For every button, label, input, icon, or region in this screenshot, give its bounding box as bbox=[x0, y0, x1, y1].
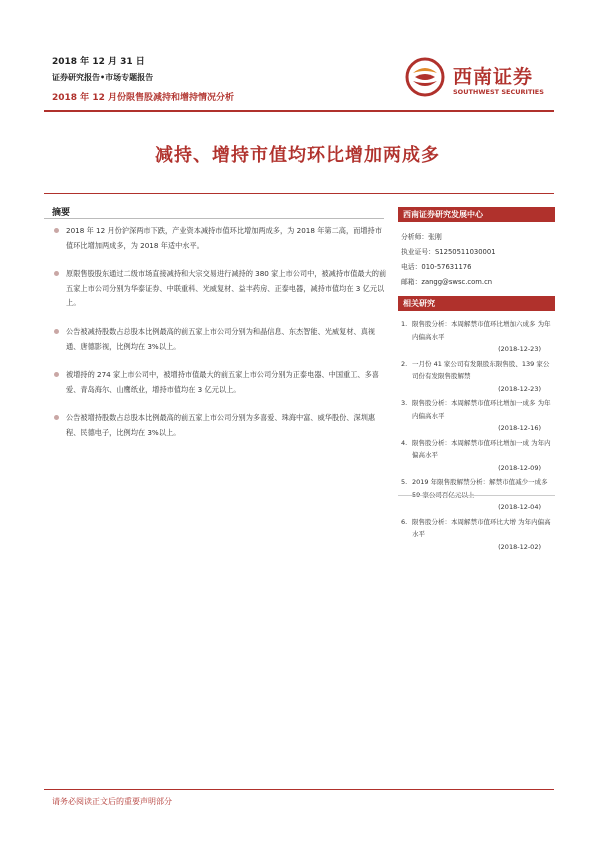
analyst-email[interactable]: 邮箱：zangg@swsc.com.cn bbox=[401, 278, 493, 286]
analyst-panel bbox=[398, 207, 555, 290]
summary-item: 原限售股股东通过二级市场直接减持和大宗交易进行减持的 380 家上市公司中，被减持市值最大的前五家上市公司分别为华泰证券、中联重科、光威复材、益丰药房、正泰电器，减持市值均在 3 亿元以上。 bbox=[52, 267, 387, 311]
bullet-dot-icon bbox=[54, 271, 59, 276]
related-item[interactable]: 1. 限售股分析：本周解禁市值环比增加六成多 为年内偏高水平 (2018-12-23) bbox=[401, 320, 551, 353]
related-item[interactable]: 3. 限售股分析：本周解禁市值环比增加一成多 为年内偏高水平 (2018-12-16) bbox=[401, 399, 551, 432]
bullet-dot-icon bbox=[54, 372, 59, 377]
summary-item: 被增持的 274 家上市公司中，被增持市值最大的前五家上市公司分别为正泰电器、中国重工、多喜爱、青岛海尔、山鹰纸业，增持市值均在 3 亿元以上。 bbox=[52, 368, 387, 397]
analyst-phone: 电话：010-57631176 bbox=[401, 263, 472, 271]
summary-item: 公告被增持股数占总股本比例最高的前五家上市公司分别为多喜爱、珠海中富、威华股份、深圳惠程、民德电子，比例均在 3%以上。 bbox=[52, 411, 387, 440]
sidebar-divider bbox=[398, 495, 555, 496]
analyst-info bbox=[401, 230, 555, 290]
bullet-dot-icon bbox=[54, 329, 59, 334]
dept-heading: 西南证券研究发展中心 bbox=[398, 207, 555, 222]
related-heading: 相关研究 bbox=[398, 296, 555, 311]
report-subtitle: 2018 年 12 月份限售股减持和增持情况分析 bbox=[52, 93, 234, 103]
bullet-dot-icon bbox=[54, 415, 59, 420]
header-divider bbox=[44, 110, 554, 112]
related-item[interactable]: 2. 一月份 41 家公司有发限股东限售股、139 家公司份有发限售股解禁 (2018-12-23) bbox=[401, 359, 550, 393]
summary-item: 公告被减持股数占总股本比例最高的前五家上市公司分别为和晶信息、东杰智能、光威复材、真视通、唐德影视，比例均在 3%以上。 bbox=[52, 325, 387, 354]
page-title: 减持、增持市值均环比增加两成多 bbox=[155, 145, 440, 166]
summary-item: 2018 年 12 月份沪深两市下跌，产业资本减持市值环比增加两成多，为 2018 年第二高，而增持市值环比增加两成多，为 2018 年适中水平。 bbox=[52, 224, 387, 253]
bullet-dot-icon bbox=[54, 228, 59, 233]
summary-divider bbox=[44, 218, 384, 219]
brand-emblem-icon bbox=[405, 57, 445, 97]
analyst-name: 分析师：张刚 bbox=[401, 233, 442, 241]
brand-name-cn: 西南证券 bbox=[453, 66, 534, 88]
related-list bbox=[401, 318, 555, 553]
footer-divider bbox=[44, 789, 554, 790]
related-item[interactable]: 4. 限售股分析：本周解禁市值环比增加一成 为年内偏高水平 (2018-12-09) bbox=[401, 438, 551, 472]
related-item[interactable]: 6. 限售股分析：本周解禁市值环比大增 为年内偏高水平 (2018-12-02) bbox=[401, 517, 551, 551]
title-divider bbox=[44, 193, 554, 194]
brand-name-en: SOUTHWEST SECURITIES bbox=[453, 88, 544, 96]
analyst-license: 执业证号：S1250511030001 bbox=[401, 248, 496, 256]
report-type: 证券研究报告•市场专题报告 bbox=[52, 73, 154, 82]
report-date: 2018 年 12 月 31 日 bbox=[52, 57, 145, 67]
related-item[interactable]: 5. 2019 年限售股解禁分析：解禁市值减少一成多 (2018-12-04) bbox=[401, 478, 548, 511]
summary-list bbox=[52, 224, 387, 455]
related-research-panel bbox=[398, 296, 555, 555]
summary-heading: 摘要 bbox=[52, 208, 71, 218]
footer-disclaimer: 请务必阅读正文后的重要声明部分 bbox=[52, 797, 172, 806]
brand-logo bbox=[405, 55, 555, 105]
